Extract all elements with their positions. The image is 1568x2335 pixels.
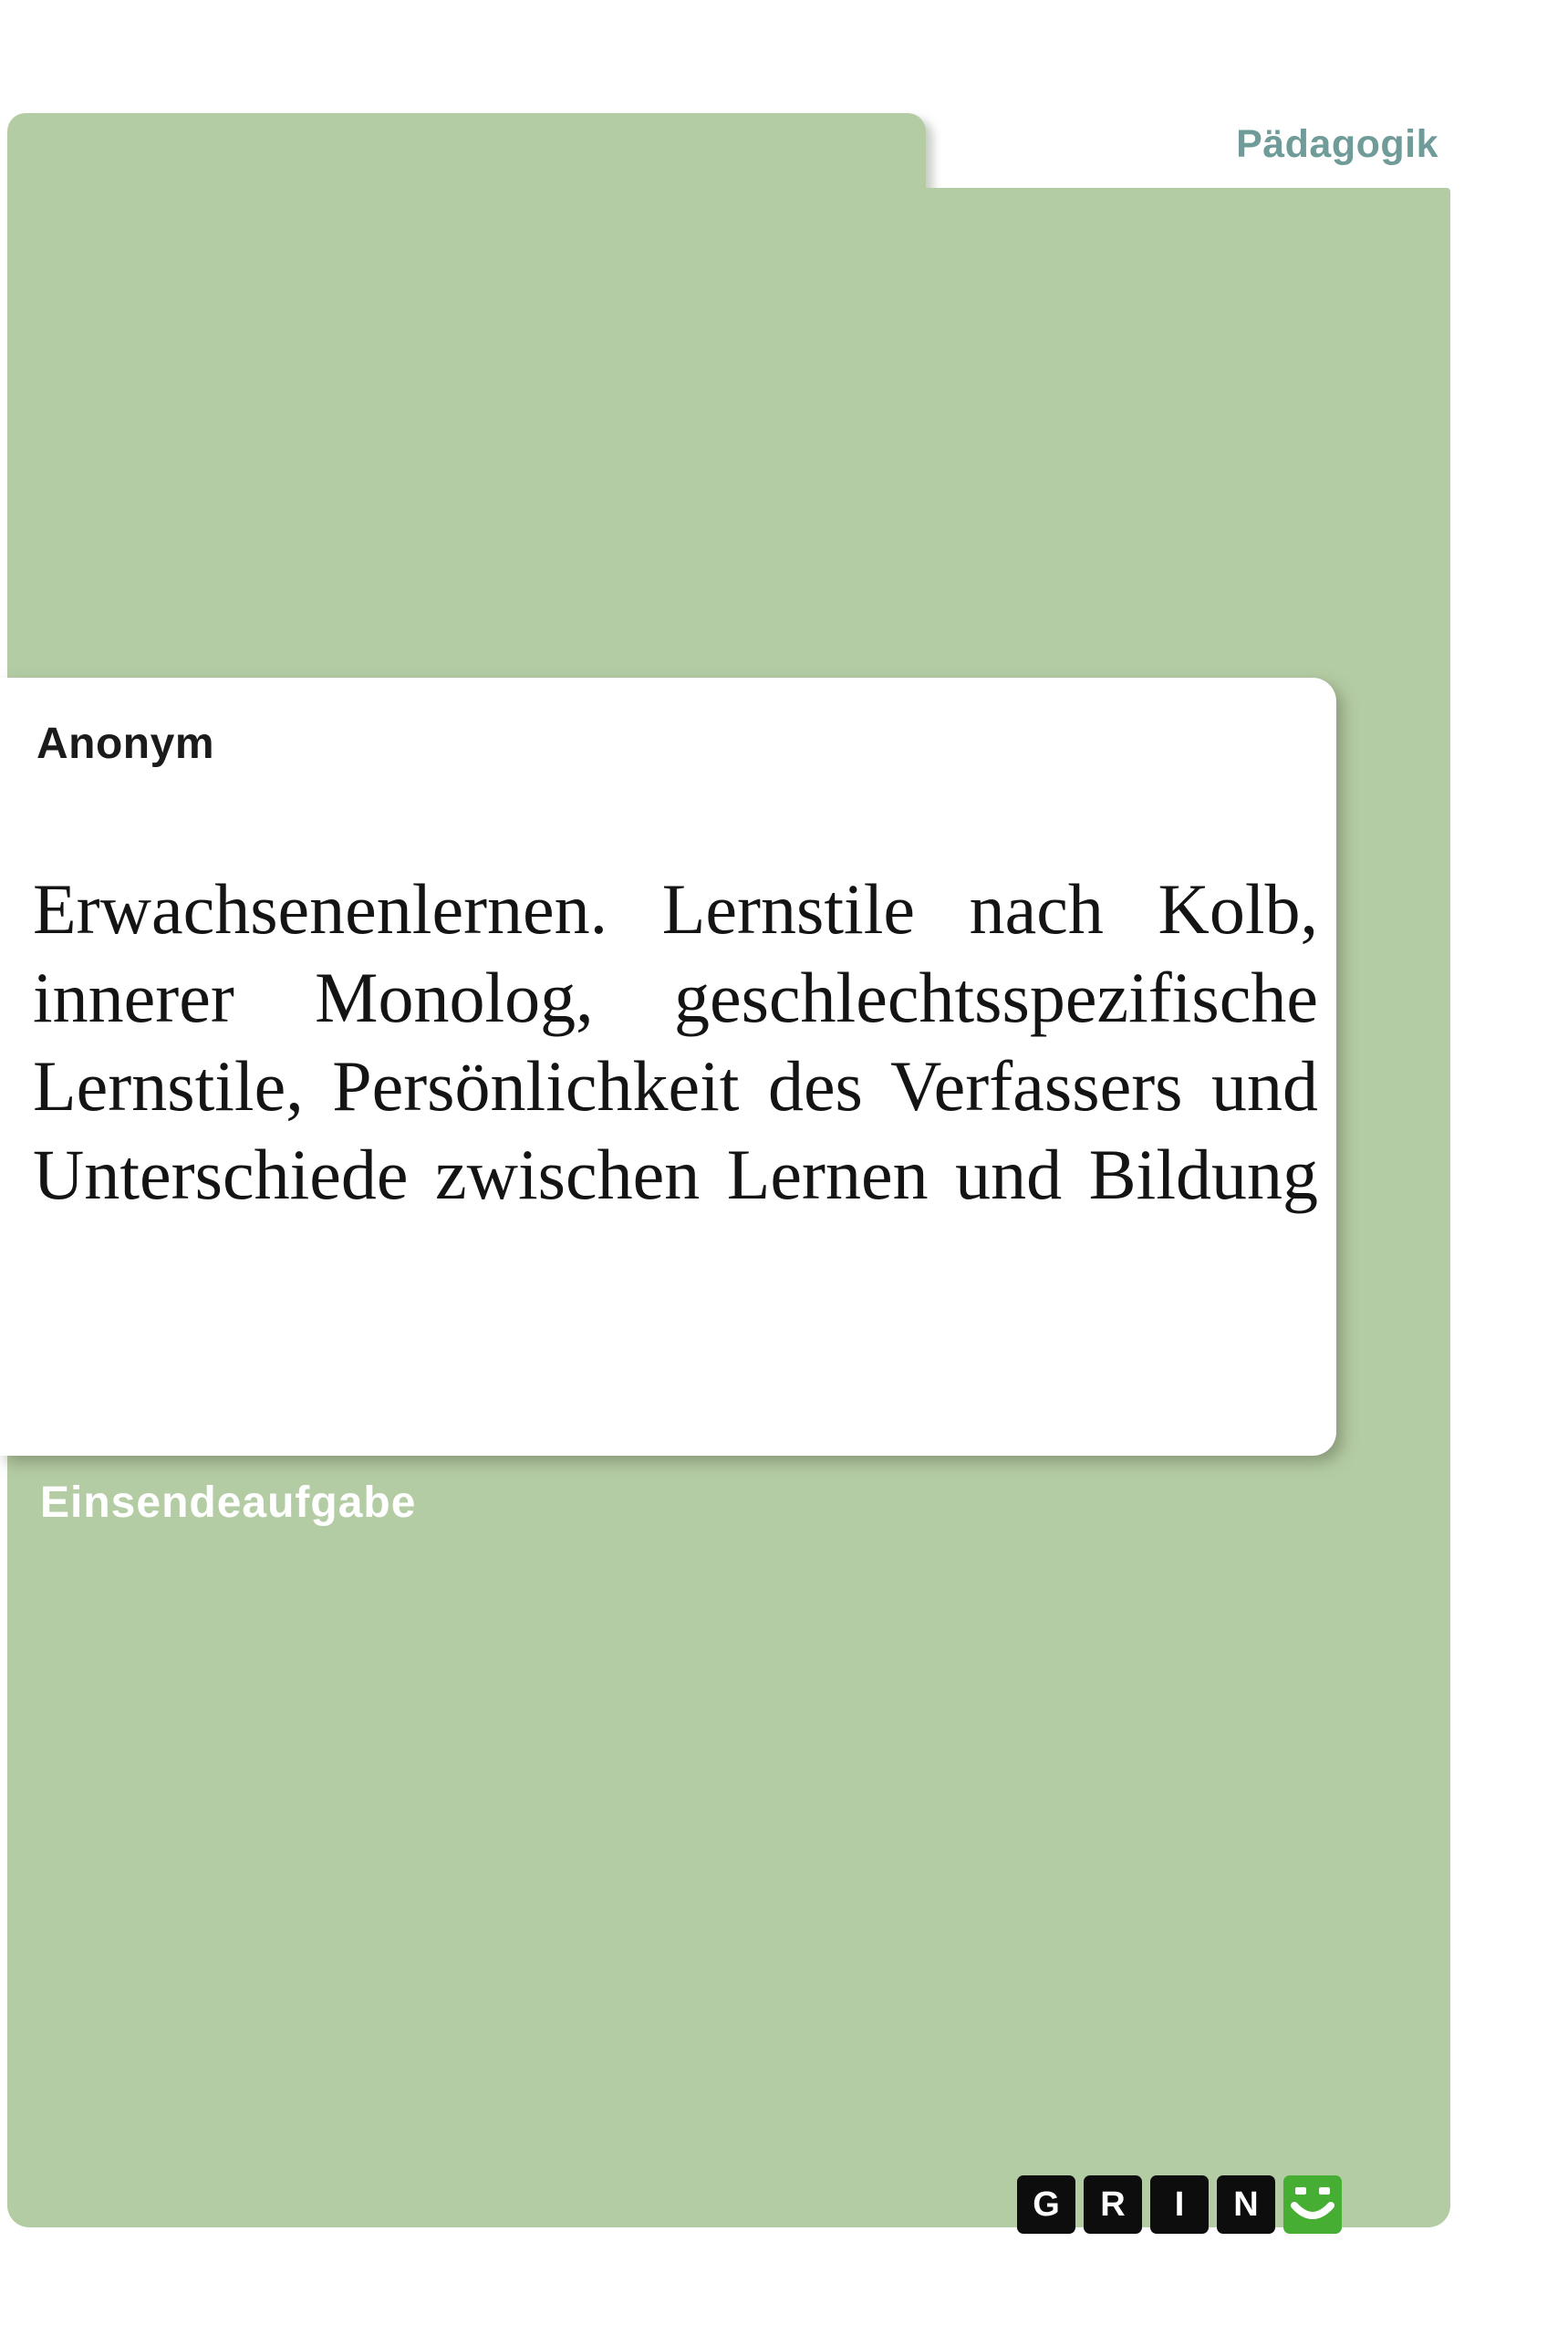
grin-logo <box>1017 2175 1342 2234</box>
document-type-label: Einsendeaufgabe <box>40 1479 417 1527</box>
category-label: Pädagogik <box>1236 122 1438 166</box>
grin-logo-letter-g: G <box>1017 2175 1075 2234</box>
author-name: Anonym <box>36 720 214 768</box>
grin-logo-letter-i: I <box>1150 2175 1209 2234</box>
book-title-line: Lernstile, Persönlichkeit des Verfassers und <box>33 1046 1318 1126</box>
book-title-line: innerer Monolog, geschlechtsspezifische <box>33 958 1318 1037</box>
smiley-icon <box>1283 2175 1342 2234</box>
book-title-line: Unterschiede zwischen Lernen und Bildung <box>33 1135 1318 1214</box>
grin-logo-letter-n: N <box>1217 2175 1275 2234</box>
book-title <box>0 865 1336 1219</box>
grin-logo-letter-r: R <box>1084 2175 1142 2234</box>
book-title-line: Erwachsenenlernen. Lernstile nach Kolb, <box>33 869 1318 949</box>
